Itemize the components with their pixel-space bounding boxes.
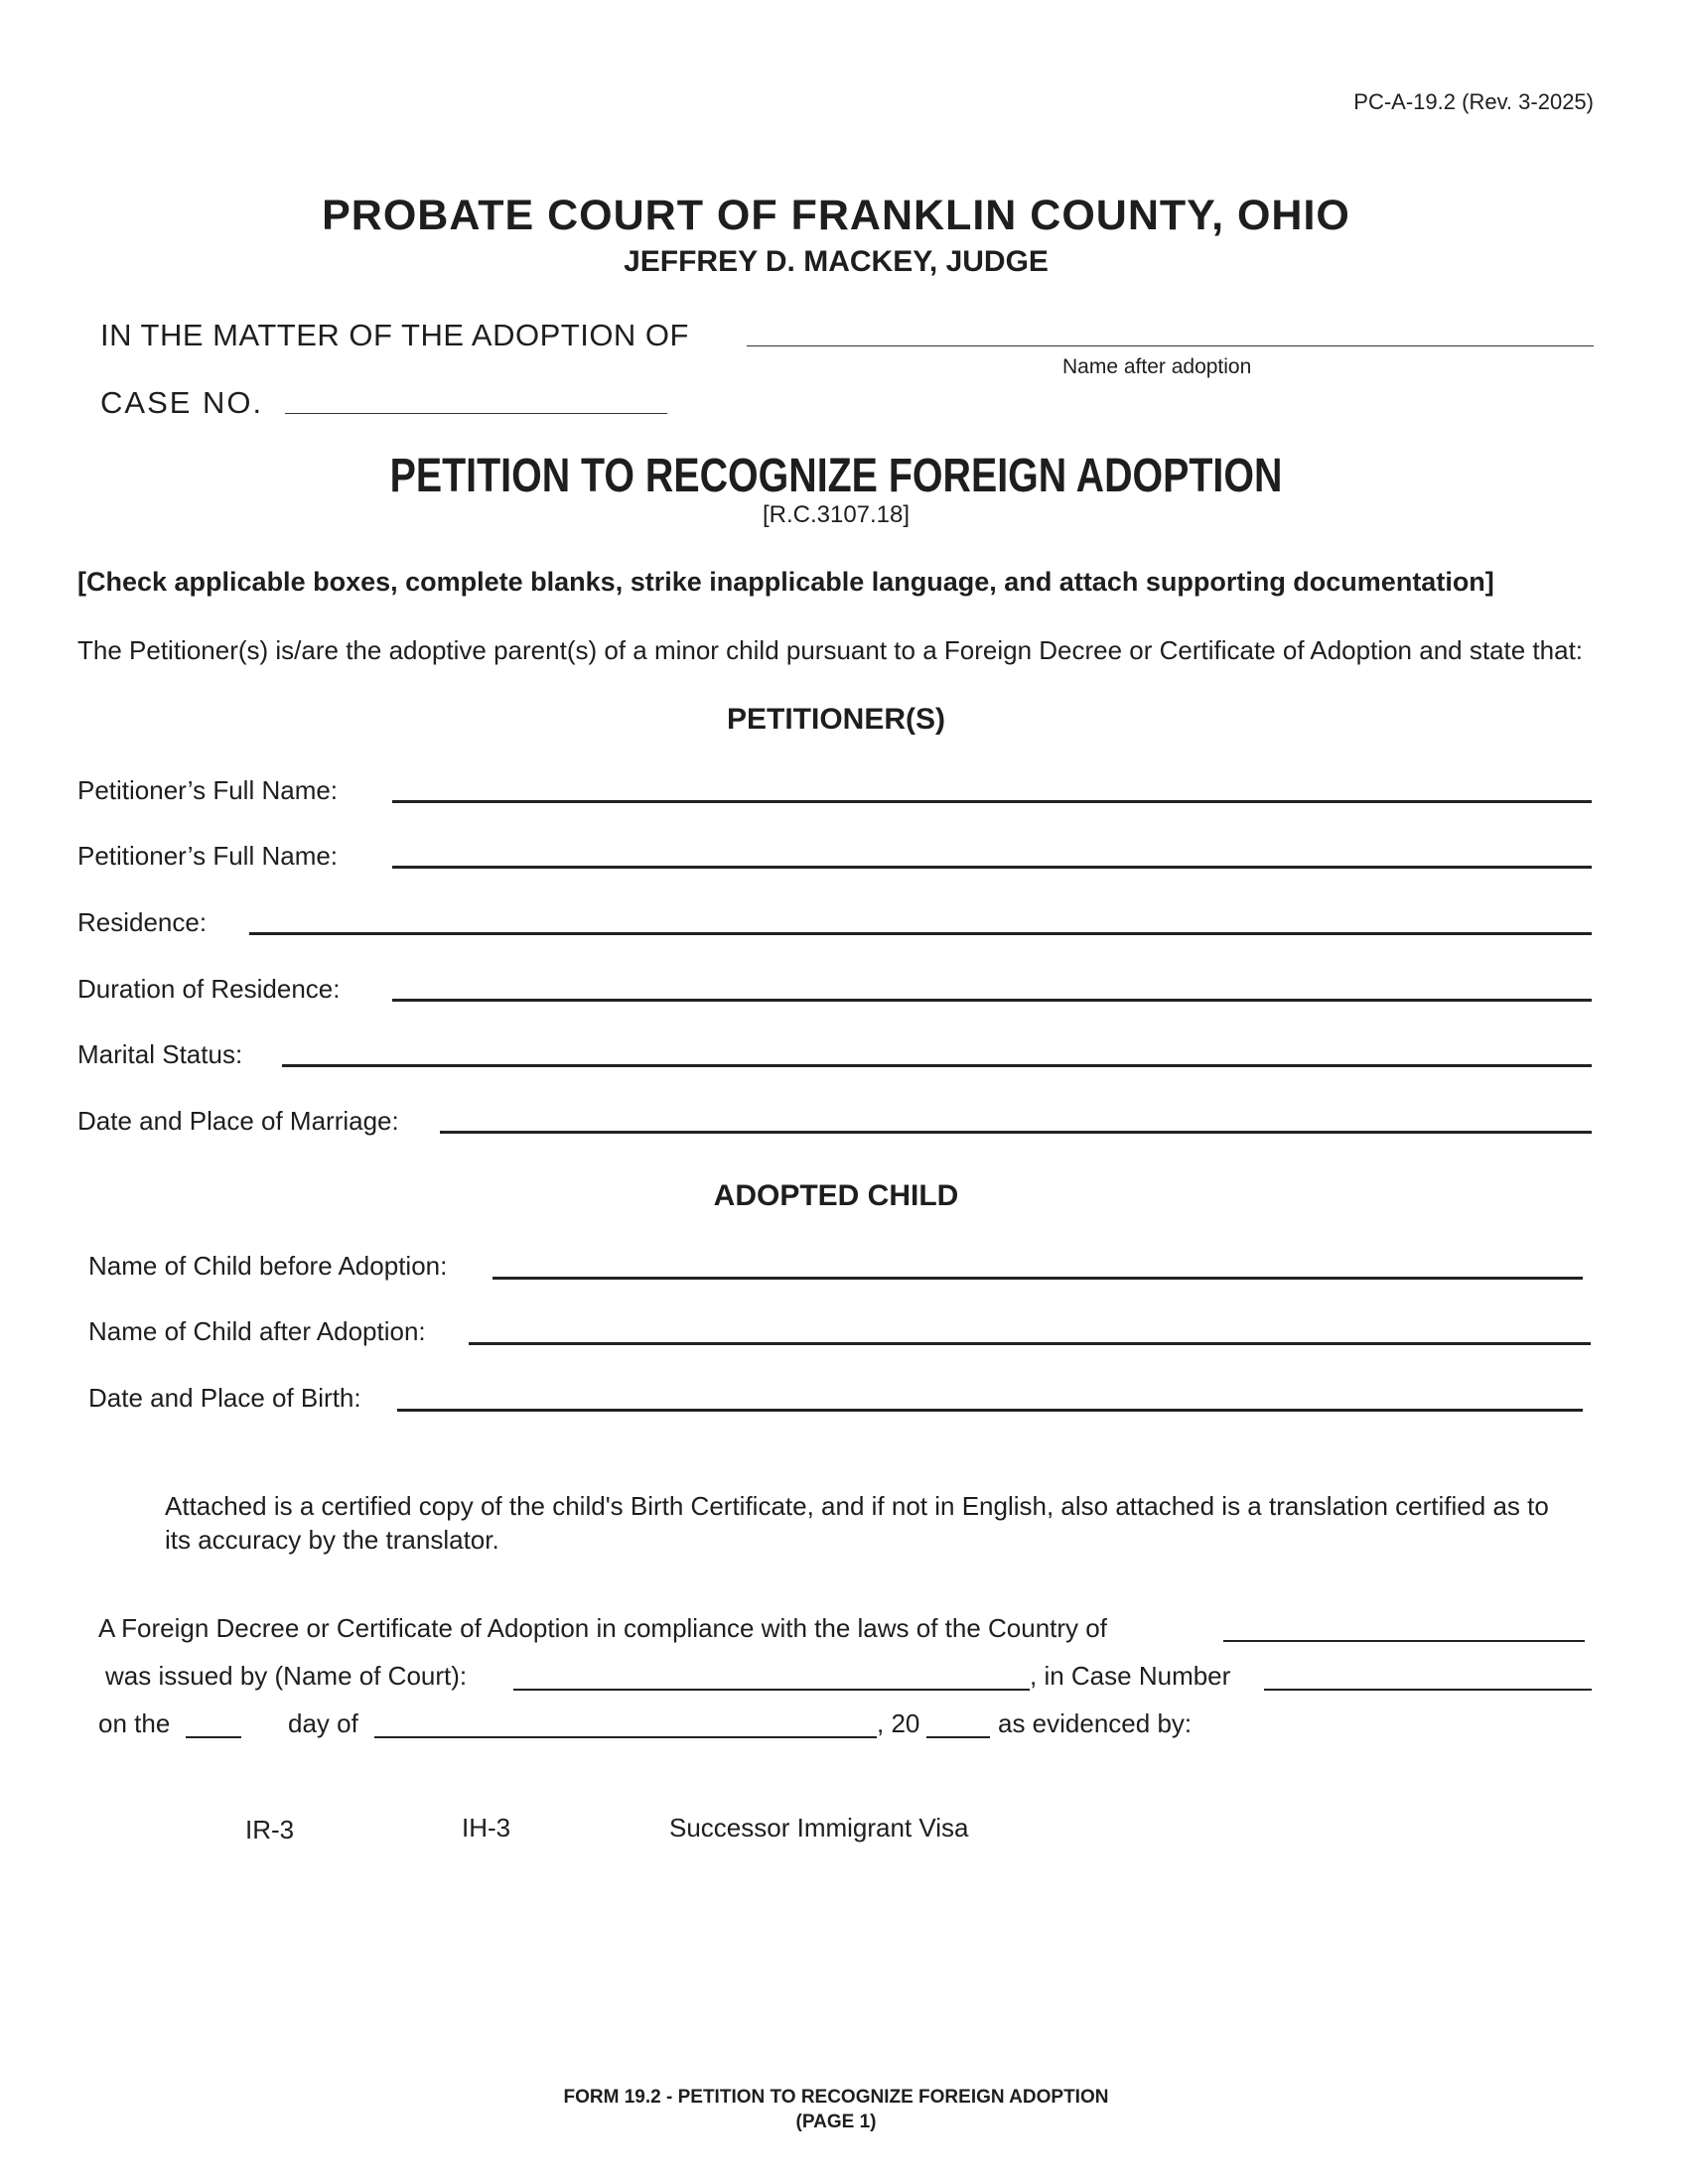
decree-day-of-label: day of <box>288 1708 358 1738</box>
matter-name-hint: Name after adoption <box>1062 355 1252 378</box>
footer-page-number: (PAGE 1) <box>795 2112 877 2132</box>
marital-status-field[interactable] <box>282 1064 1592 1067</box>
marriage-date-place-label: Date and Place of Marriage: <box>77 1106 399 1136</box>
matter-name-field[interactable] <box>747 345 1594 346</box>
decree-case-number-label: , in Case Number <box>1030 1661 1231 1691</box>
decree-year-prefix: , 20 <box>877 1708 920 1738</box>
decree-evidenced-label: as evidenced by: <box>998 1708 1193 1738</box>
matter-label: IN THE MATTER OF THE ADOPTION OF <box>100 318 689 352</box>
decree-case-number-field[interactable] <box>1264 1689 1592 1691</box>
petitioner-1-name-field[interactable] <box>392 800 1592 803</box>
petitioner-1-name-label: Petitioner’s Full Name: <box>77 775 339 805</box>
decree-day-field[interactable] <box>186 1736 241 1738</box>
child-name-before-label: Name of Child before Adoption: <box>88 1251 448 1281</box>
birth-date-place-field[interactable] <box>397 1409 1583 1412</box>
decree-country-field[interactable] <box>1223 1640 1585 1642</box>
petitioner-2-name-field[interactable] <box>392 866 1592 869</box>
evidence-option-ir3[interactable]: IR-3 <box>245 1815 295 1844</box>
adopted-child-heading: ADOPTED CHILD <box>713 1179 959 1212</box>
duration-of-residence-field[interactable] <box>392 999 1592 1002</box>
residence-field[interactable] <box>249 932 1592 935</box>
decree-country-label: A Foreign Decree or Certificate of Adoption in compliance with the laws of the Country of <box>98 1613 1107 1643</box>
marriage-date-place-field[interactable] <box>440 1131 1592 1134</box>
decree-month-field[interactable] <box>374 1736 877 1738</box>
birth-certificate-note: Attached is a certified copy of the child's Birth Certificate, and if not in English, also attached is a translation certified as to its accuracy by the translator. <box>165 1491 1549 1555</box>
intro-paragraph: The Petitioner(s) is/are the adoptive parent(s) of a minor child pursuant to a Foreign Decree or Certificate of Adoption and state that: <box>77 635 1584 665</box>
child-name-after-field[interactable] <box>469 1342 1591 1345</box>
footer-form-title: FORM 19.2 - PETITION TO RECOGNIZE FOREIGN ADOPTION <box>563 2087 1109 2108</box>
statute-reference: [R.C.3107.18] <box>762 501 911 528</box>
decree-year-field[interactable] <box>926 1736 990 1738</box>
page-title: PETITION TO RECOGNIZE FOREIGN ADOPTION <box>389 450 1283 502</box>
decree-court-field[interactable] <box>513 1689 1030 1691</box>
judge-name: JEFFREY D. MACKEY, JUDGE <box>624 245 1049 278</box>
form-code: PC-A-19.2 (Rev. 3-2025) <box>1353 89 1594 114</box>
petitioners-heading: PETITIONER(S) <box>726 703 945 736</box>
case-number-field[interactable] <box>285 413 667 414</box>
duration-of-residence-label: Duration of Residence: <box>77 974 341 1004</box>
residence-label: Residence: <box>77 907 208 937</box>
birth-date-place-label: Date and Place of Birth: <box>88 1383 361 1413</box>
decree-court-label: was issued by (Name of Court): <box>105 1661 468 1691</box>
evidence-option-successor-visa[interactable]: Successor Immigrant Visa <box>669 1813 969 1843</box>
case-number-label: CASE NO. <box>100 385 264 420</box>
marital-status-label: Marital Status: <box>77 1039 243 1069</box>
petitioner-2-name-label: Petitioner’s Full Name: <box>77 841 339 871</box>
decree-on-the-label: on the <box>98 1708 171 1738</box>
child-name-before-field[interactable] <box>492 1277 1583 1280</box>
evidence-option-ih3[interactable]: IH-3 <box>462 1813 511 1843</box>
instructions: [Check applicable boxes, complete blanks, strike inapplicable language, and attach supporting documentation] <box>77 567 1494 597</box>
court-name: PROBATE COURT OF FRANKLIN COUNTY, OHIO <box>322 192 1350 239</box>
child-name-after-label: Name of Child after Adoption: <box>88 1316 426 1346</box>
